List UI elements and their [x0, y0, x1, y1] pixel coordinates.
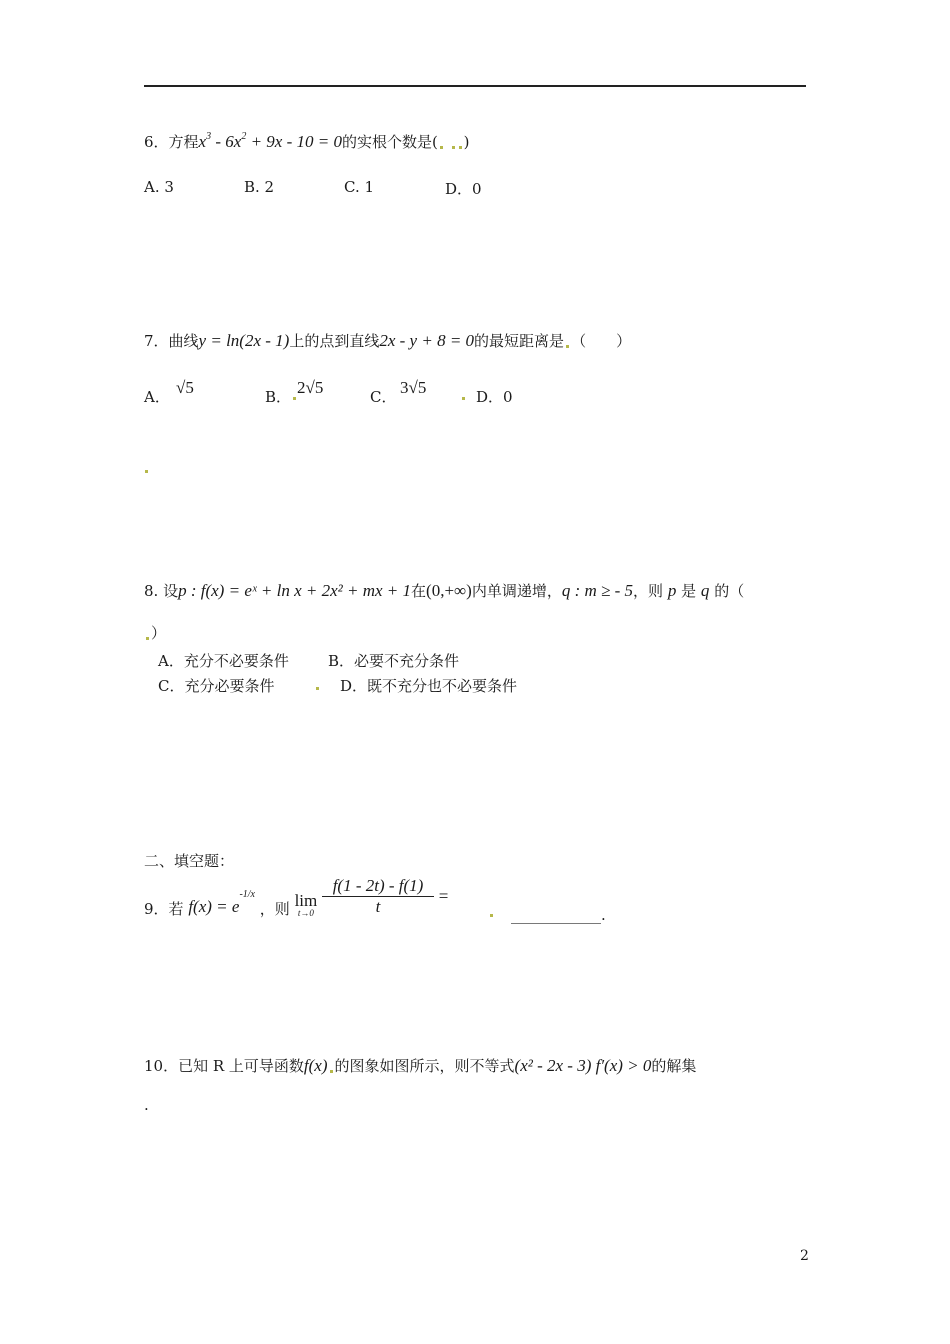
scan-dot: [146, 637, 149, 640]
scan-dot: [145, 470, 148, 473]
q7-mid: 上的点到直线: [289, 332, 380, 350]
q8-close: ）: [151, 624, 167, 642]
q7-option-a-label: A．: [144, 388, 170, 406]
section-heading: 二、填空题：: [144, 852, 235, 870]
q8-of: 的（: [714, 582, 745, 600]
q7-option-d: D．0: [476, 388, 513, 406]
q8-number: 8. 设: [144, 582, 179, 600]
question-7: [144, 330, 631, 351]
scan-dot: [440, 146, 443, 149]
q8-option-a: A．充分不必要条件: [158, 652, 289, 670]
q9-answer-blank[interactable]: ____________.: [511, 906, 606, 924]
q8-then: ，则: [633, 582, 664, 600]
q9-lim-sub: t→0: [297, 907, 314, 918]
question-6: [144, 131, 469, 152]
scan-dot: [330, 1070, 333, 1073]
q9-fraction: [322, 876, 434, 917]
scan-dot: [316, 687, 319, 690]
q8-p: p: [667, 581, 677, 600]
q8-close-line: [144, 622, 166, 643]
q8-q: q: [700, 581, 710, 600]
question-9: [144, 874, 448, 919]
header-rule: [144, 85, 806, 87]
q8-in: 在: [411, 582, 427, 600]
q9-limit: [295, 892, 318, 918]
q6-number: 6．方程: [144, 133, 199, 151]
scan-dot: [293, 397, 296, 400]
q9-numerator: f(1 - 2t) - f(1): [322, 876, 434, 897]
q10-inequality: (x² - 2x - 3) f′(x) > 0: [514, 1056, 652, 1075]
q9-equals: =: [438, 886, 449, 906]
q8-option-b: B．必要不充分条件: [328, 652, 460, 670]
q9-function: f(x) = e: [188, 896, 240, 916]
q6-option-c: C. 1: [344, 178, 375, 196]
q7-option-a-value: √5: [176, 378, 194, 397]
scan-dot: [566, 345, 569, 348]
q7-paren: （ ）: [571, 332, 632, 350]
q8-interval: (0,+∞): [426, 581, 472, 600]
q9-lim-word: lim: [294, 890, 318, 910]
q10-function: f(x): [303, 1056, 328, 1075]
q6-option-b: B. 2: [244, 178, 275, 196]
q9-then: ，则: [259, 900, 290, 918]
q8-mono: 内单调递增，: [471, 582, 562, 600]
q9-exponent: -1/x: [239, 888, 255, 900]
scan-dot: [490, 914, 493, 917]
q7-curve: y = ln(2x - 1): [198, 331, 290, 350]
q7-option-c-value: 3√5: [400, 378, 427, 397]
question-8: [144, 580, 744, 601]
q6-option-a: A. 3: [144, 178, 174, 196]
q10-end: .: [144, 1096, 149, 1114]
q7-line: 2x - y + 8 = 0: [379, 331, 475, 350]
q10-tail: 的解集: [651, 1057, 697, 1075]
q6-text: 的实根个数是(: [341, 133, 438, 151]
q6-close: ): [463, 133, 470, 151]
q8-option-d: D．既不充分也不必要条件: [340, 677, 518, 695]
q6-option-d: D．0: [445, 180, 482, 198]
q9-number: 9．若: [144, 900, 184, 918]
q8-p-statement: p : f(x) = eˣ + ln x + 2x² + mx + 1: [178, 581, 412, 600]
q7-tail: 的最短距离是: [474, 332, 565, 350]
question-10: [144, 1055, 696, 1076]
q9-denominator: t: [375, 897, 381, 916]
q7-option-b-value: 2√5: [297, 378, 324, 397]
q7-number: 7．曲线: [144, 332, 199, 350]
q7-option-c-label: C．: [370, 388, 397, 406]
q8-q-statement: q : m ≥ - 5: [561, 581, 634, 600]
scan-dot: [459, 146, 462, 149]
q8-option-c: C．充分必要条件: [158, 677, 275, 695]
scan-dot: [462, 397, 465, 400]
scan-dot: [452, 146, 455, 149]
q8-is: 是: [681, 582, 697, 600]
q10-number: 10．已知 R 上可导函数: [144, 1057, 304, 1075]
q6-equation: $x^3 - 6x^2 + 9x - 10 = 0$: [198, 131, 342, 151]
q10-mid: 的图象如图所示，则不等式: [334, 1057, 515, 1075]
page-number: 2: [800, 1248, 809, 1264]
q7-option-b-label: B．: [265, 388, 292, 406]
